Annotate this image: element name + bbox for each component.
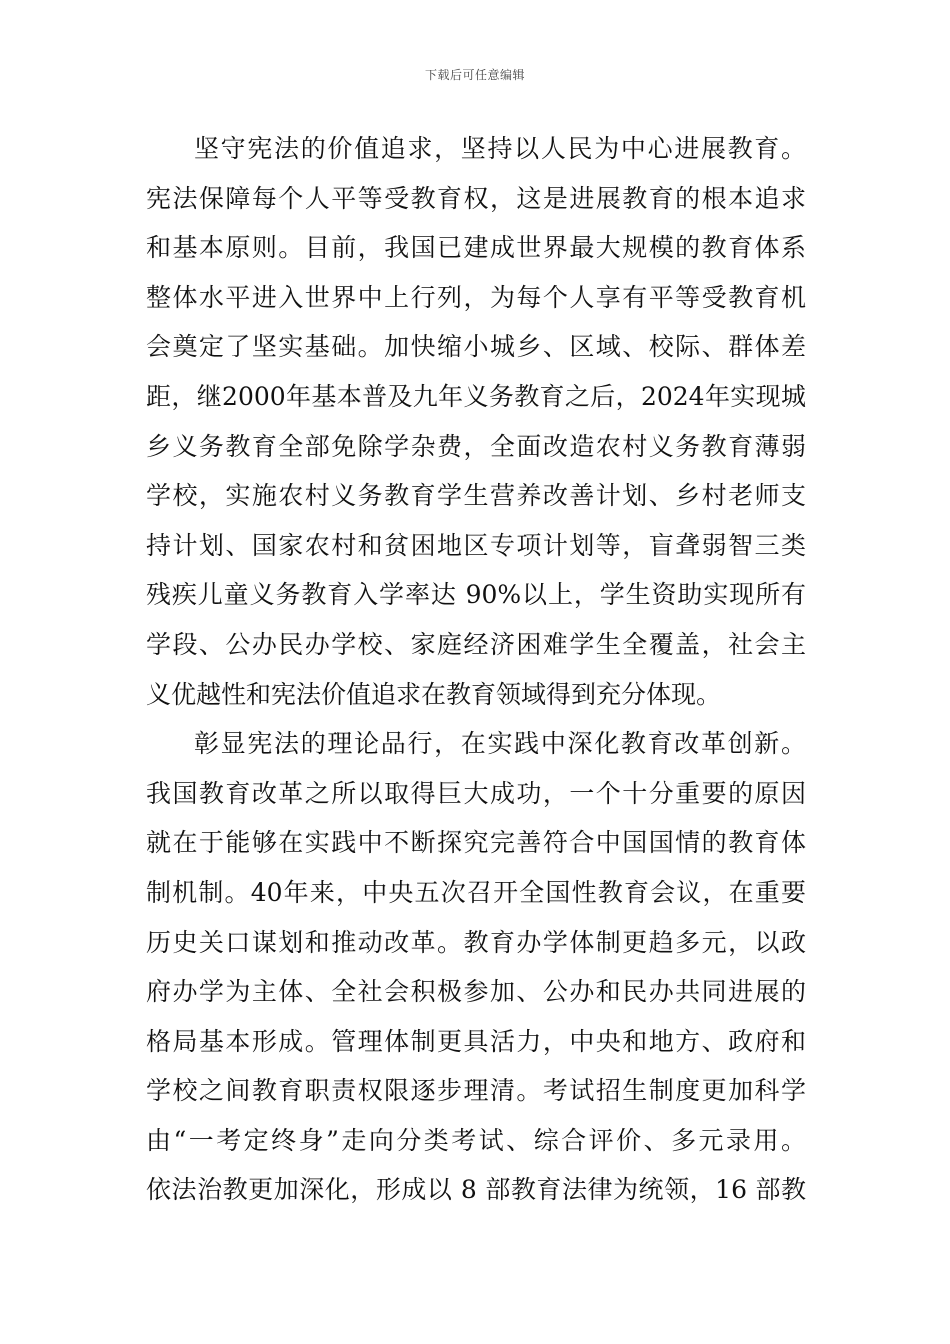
text-line: 和基本原则。目前，我国已建成世界最大规模的教育体系 [146,233,806,263]
text-line: 坚守宪法的价值追求，坚持以人民为中心进展教育。 [194,134,806,163]
document-body [146,124,806,1215]
text-line: 学校之间教育职责权限逐步理清。考试招生制度更加科学 [146,1076,806,1106]
text-line: 彰显宪法的理论品行，在实践中深化教育改革创新。 [194,729,806,759]
page-header: 下载后可任意编辑 [424,68,525,82]
text-line: 学段、公办民办学校、家庭经济困难学生全覆盖，社会主 [146,629,806,659]
text-line: 府办学为主体、全社会积极参加、公办和民办共同进展的 [146,977,806,1007]
text-line: 会奠定了坚实基础。加快缩小城乡、区域、校际、群体差 [146,332,806,362]
text-line: 由“一考定终身”走向分类考试、综合评价、多元录用。 [146,1125,806,1155]
paragraph-1 [146,124,806,719]
text-line: 整体水平进入世界中上行列，为每个人享有平等受教育机 [146,282,806,312]
text-line: 格局基本形成。管理体制更具活力，中央和地方、政府和 [146,1026,806,1056]
text-line: 义优越性和宪法价值追求在教育领域得到充分体现。 [146,679,722,709]
text-line: 宪法保障每个人平等受教育权，这是进展教育的根本追求 [146,183,806,213]
text-line: 就在于能够在实践中不断探究完善符合中国国情的教育体 [146,828,806,858]
paragraph-2 [146,719,806,1215]
text-line: 我国教育改革之所以取得巨大成功，一个十分重要的原因 [146,778,806,808]
text-line: 学校，实施农村义务教育学生营养改善计划、乡村老师支 [146,481,806,511]
text-line: 依法治教更加深化，形成以 8 部教育法律为统领，16 部教 [146,1175,806,1205]
text-line: 残疾儿童义务教育入学率达 90%以上，学生资助实现所有 [146,580,806,610]
text-line: 持计划、国家农村和贫困地区专项计划等，盲聋弱智三类 [146,530,806,560]
text-line: 制机制。40年来，中央五次召开全国性教育会议，在重要 [146,877,806,907]
text-line: 历史关口谋划和推动改革。教育办学体制更趋多元，以政 [146,927,806,957]
text-line: 乡义务教育全部免除学杂费，全面改造农村义务教育薄弱 [146,431,806,461]
text-line: 距，继2000年基本普及九年义务教育之后，2024年实现城 [146,381,806,411]
